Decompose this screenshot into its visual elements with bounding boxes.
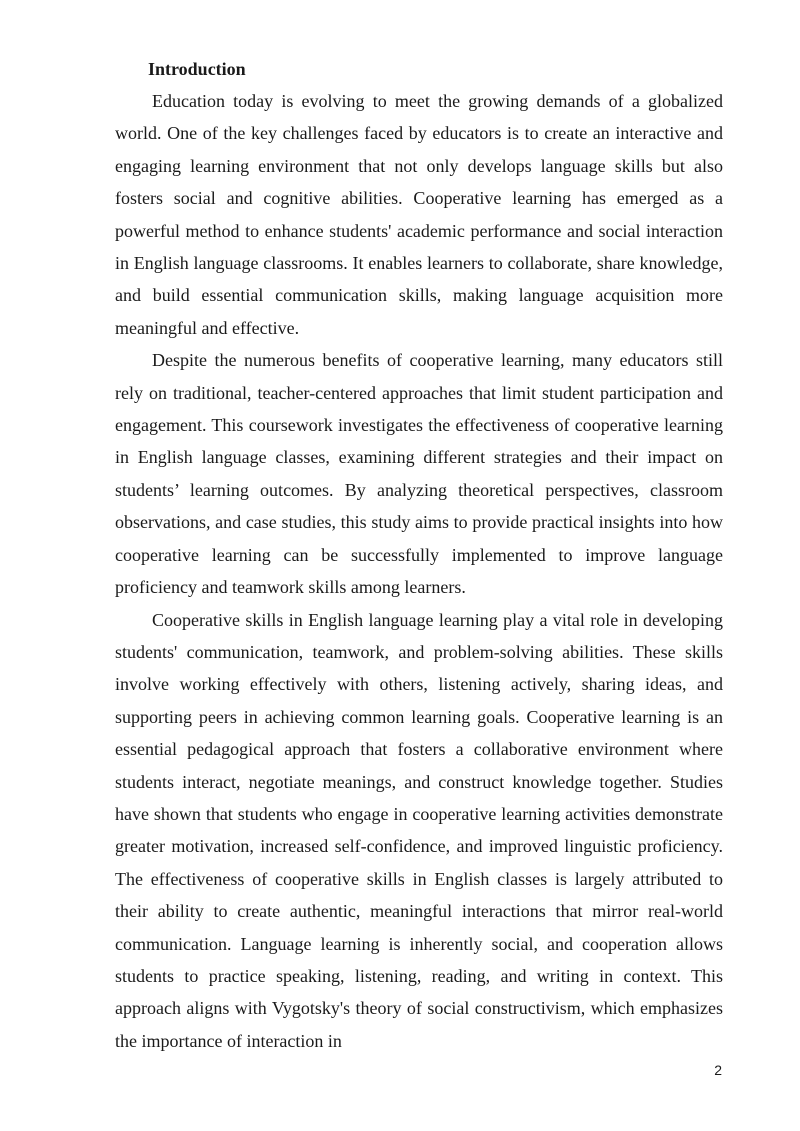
section-heading: Introduction <box>148 59 246 79</box>
paragraph-3: Cooperative skills in English language learning play a vital role in developing students' communication, teamwork, and problem-solving abilities. These skills involve working effectively with others, listening actively, sharing ideas, and supporting peers in achieving common learning goals. Cooperative learning is an essential pedagogical approach that fosters a collaborative environment where students interact, negotiate meanings, and construct knowledge together. Studies have shown that students who engage in cooperative learning activities demonstrate greater motivation, increased self-confidence, and improved linguistic proficiency. The effectiveness of cooperative skills in English classes is largely attributed to their ability to create authentic, meaningful interactions that mirror real-world communication. Language learning is inherently social, and cooperation allows students to practice speaking, listening, reading, and writing in context. This approach aligns with Vygotsky's theory of social constructivism, which emphasizes the importance of interaction in <box>115 609 723 1051</box>
paragraph-2: Despite the numerous benefits of cooperative learning, many educators still rely on traditional, teacher-centered approaches that limit student participation and engagement. This coursework investigates the effectiveness of cooperative learning in English language classes, examining different strategies and their impact on students’ learning outcomes. By analyzing theoretical perspectives, classroom observations, and case studies, this study aims to provide practical insights into how cooperative learning can be successfully implemented to improve language proficiency and teamwork skills among learners. <box>115 350 723 598</box>
paragraph-1: Education today is evolving to meet the growing demands of a globalized world. One of the key challenges faced by educators is to create an interactive and engaging learning environment that not only develops language skills but also fosters social and cognitive abilities. Cooperative learning has emerged as a powerful method to enhance students' academic performance and social interaction in English language classrooms. It enables learners to collaborate, share knowledge, and build essential communication skills, making language acquisition more meaningful and effective. <box>115 91 723 338</box>
body-text <box>115 85 723 1057</box>
page-number: 2 <box>714 1062 722 1078</box>
